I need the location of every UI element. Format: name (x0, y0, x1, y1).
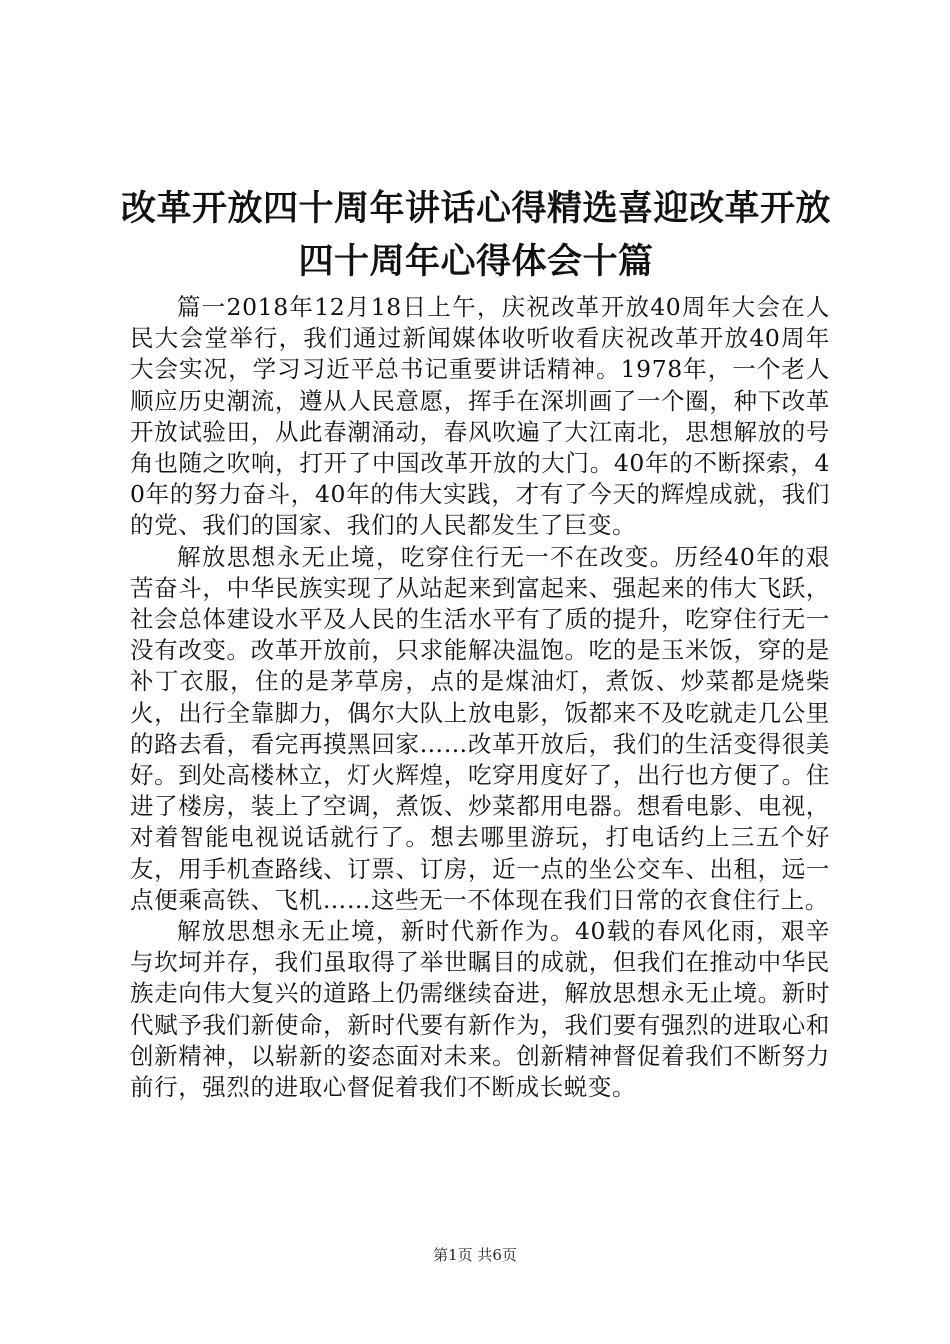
document-body (130, 292, 830, 1103)
page-footer: 第1页 共6页 (433, 1246, 517, 1264)
paragraph-2: 解放思想永无止境，吃穿住行无一不在改变。历经40年的艰苦奋斗，中华民族实现了从站起来到富起来、强起来的伟大飞跃，社会总体建设水平及人民的生活水平有了质的提升，吃穿住行无一没有改变。改革开放前，只求能解决温饱。吃的是玉米饭，穿的是补丁衣服，住的是茅草房，点的是煤油灯，煮饭、炒菜都是烧柴火，出行全靠脚力，偶尔大队上放电影，饭都来不及吃就走几公里的路去看，看完再摸黑回家……改革开放后，我们的生活变得很美好。到处高楼林立，灯火辉煌，吃穿用度好了，出行也方便了。住进了楼房，装上了空调，煮饭、炒菜都用电器。想看电影、电视，对着智能电视说话就行了。想去哪里游玩，打电话约上三五个好友，用手机查路线、订票、订房，近一点的坐公交车、出租，远一点便乘高铁、飞机……这些无一不体现在我们日常的衣食住行上。 (130, 542, 830, 914)
document-title: 改革开放四十周年讲话心得精选喜迎改革开放四十周年心得体会十篇 (120, 189, 831, 282)
paragraph-3: 解放思想永无止境，新时代新作为。40载的春风化雨，艰辛与坎坷并存，我们虽取得了举世瞩目的成就，但我们在推动中华民族走向伟大复兴的道路上仍需继续奋进，解放思想永无止境。新时代赋予我们新使命，新时代要有新作为，我们要有强烈的进取心和创新精神，以崭新的姿态面对未来。创新精神督促着我们不断努力前行，强烈的进取心督促着我们不断成长蜕变。 (130, 917, 830, 1102)
paragraph-1: 篇一2018年12月18日上午，庆祝改革开放40周年大会在人民大会堂举行，我们通过新闻媒体收听收看庆祝改革开放40周年大会实况，学习习近平总书记重要讲话精神。1978年，一个老人顺应历史潮流，遵从人民意愿，挥手在深圳画了一个圈，种下改革开放试验田，从此春潮涌动，春风吹遍了大江南北，思想解放的号角也随之吹响，打开了中国改革开放的大门。40年的不断探索，40年的努力奋斗，40年的伟大实践，才有了今天的辉煌成就，我们的党、我们的国家、我们的人民都发生了巨变。 (130, 293, 830, 540)
